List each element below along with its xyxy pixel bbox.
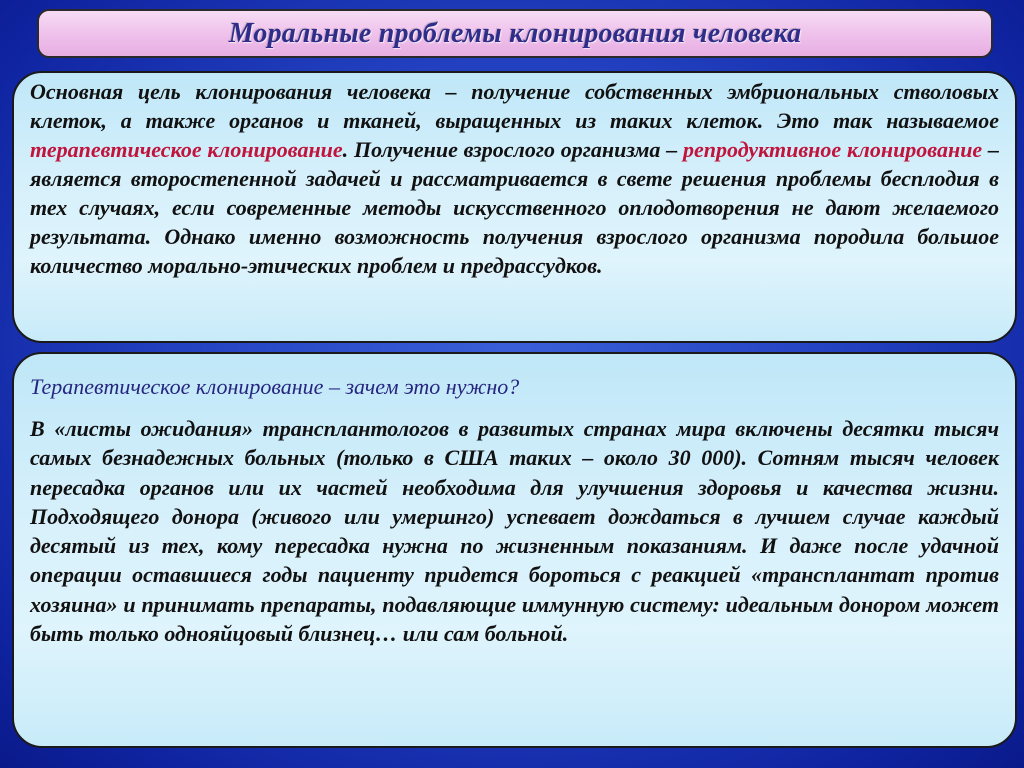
slide-title: Моральные проблемы клонирования человека xyxy=(228,17,802,49)
panel-heading: Терапевтическое клонирование – зачем это нужно? xyxy=(30,374,520,399)
highlight-reproductive-cloning: репродуктивное клонирование xyxy=(683,137,983,162)
main-paragraph xyxy=(30,77,999,280)
panel-body-text: В «листы ожидания» трансплантологов в развитых странах мира включены десятки тысяч самых безнадежных больных (только в США таких – около 30 000). Сотням тысяч человек пересадка органов или их частей необходима для улучшения здоровья и качества жизни. Подходящего донора (живого или умершнго) успевает дождаться в лучшем случае каждый десятый из тех, кому пересадка нужна по жизненным показаниям. И даже после удачной операции оставшиеся годы пациенту придется бороться с реакцией «трансплантат против хозяина» и принимать препараты, подавляющие иммунную систему: идеальным донором может быть только однояйцовый близнец… или сам больной. xyxy=(30,416,999,647)
main-text-part-2: . Получение взрослого организма – xyxy=(342,137,684,162)
slide-title-box xyxy=(37,9,993,58)
highlight-therapeutic-cloning: терапевтическое клонирование xyxy=(30,137,343,162)
main-text-part-3: – является второстепенной задачей и рассматривается в свете решения проблемы бесплодия в тех случаях, если современные методы искусственного оплодотворения не дают желаемого результата. Однако именно возможность получения взрослого организма породила большое количество морально-этических проблем и предрассудков. xyxy=(30,137,1000,278)
main-text-part-1: Основная цель клонирования человека – получение собственных эмбриональных стволовых клеток, а также органов и тканей, выращенных из таких клеток. Это так называемое xyxy=(30,79,999,133)
main-text-panel xyxy=(12,71,1017,343)
therapeutic-cloning-panel xyxy=(12,352,1017,748)
